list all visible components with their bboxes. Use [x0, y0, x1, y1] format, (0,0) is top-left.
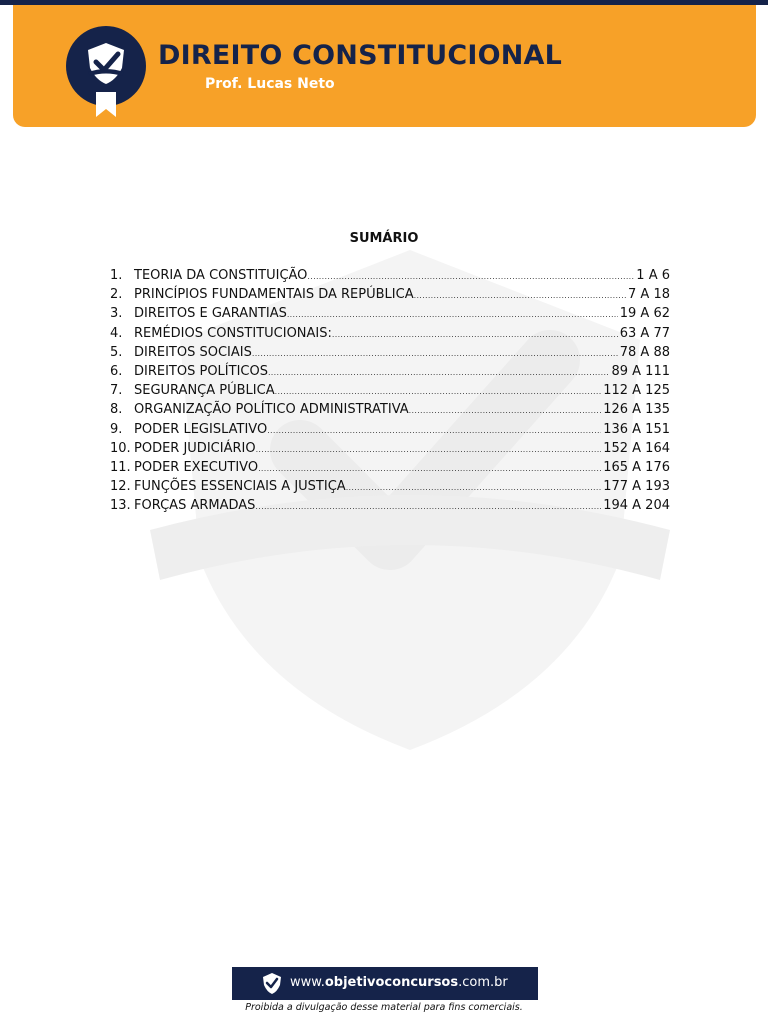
footer-disclaimer: Proibida a divulgação desse material para fins comerciais.: [245, 1002, 523, 1013]
toc-item: [110, 498, 670, 517]
toc-leader-dots: [409, 406, 602, 415]
toc-item-number: 7.: [110, 383, 123, 399]
toc-item-number: 12.: [110, 479, 131, 495]
toc-item: [110, 479, 670, 498]
toc-item-number: 4.: [110, 325, 123, 341]
toc-leader-dots: [252, 349, 618, 358]
toc-item-pages: 89 A 111: [611, 363, 670, 379]
toc-item-number: 6.: [110, 363, 123, 379]
footer-website-link[interactable]: www.objetivoconcursos.com.br: [290, 975, 508, 990]
toc-item: [110, 364, 670, 383]
toc-item-number: 13.: [110, 498, 131, 514]
toc-leader-dots: [346, 483, 602, 492]
shield-check-icon: [260, 973, 284, 995]
toc-item: [110, 383, 670, 402]
toc-item-number: 3.: [110, 306, 123, 322]
toc-item-title: PODER JUDICIÁRIO: [134, 440, 256, 456]
toc-item-title: PODER EXECUTIVO: [134, 459, 259, 475]
toc-item: [110, 402, 670, 421]
toc-item-pages: 136 A 151: [603, 421, 670, 437]
toc-item-title: PRINCÍPIOS FUNDAMENTAIS DA REPÚBLICA: [134, 287, 414, 303]
toc-item-number: 5.: [110, 344, 123, 360]
toc-item-title: REMÉDIOS CONSTITUCIONAIS:: [134, 325, 332, 341]
toc-leader-dots: [258, 464, 601, 473]
toc-item-number: 10.: [110, 440, 131, 456]
toc-item-number: 11.: [110, 459, 131, 475]
toc-item: [110, 268, 670, 287]
toc-item: [110, 422, 670, 441]
table-of-contents: [110, 268, 670, 517]
toc-leader-dots: [275, 387, 602, 396]
toc-item-title: TEORIA DA CONSTITUIÇÃO: [134, 268, 308, 283]
toc-leader-dots: [287, 310, 618, 319]
toc-item-pages: 78 A 88: [619, 344, 670, 360]
toc-leader-dots: [255, 502, 601, 511]
toc-item-title: FUNÇÕES ESSENCIAIS A JUSTIÇA: [134, 479, 346, 495]
toc-leader-dots: [267, 426, 601, 435]
toc-item-pages: 152 A 164: [603, 440, 670, 456]
toc-item-title: DIREITOS E GARANTIAS: [134, 306, 287, 322]
toc-item-title: DIREITOS SOCIAIS: [134, 344, 252, 360]
toc-item-pages: 194 A 204: [603, 498, 670, 514]
toc-item: [110, 306, 670, 325]
footer-bar: [232, 967, 538, 1000]
toc-item-pages: 165 A 176: [603, 459, 670, 475]
toc-item-pages: 126 A 135: [603, 402, 670, 418]
toc-leader-dots: [332, 330, 618, 339]
toc-item-title: FORÇAS ARMADAS: [134, 498, 256, 514]
toc-item-title: DIREITOS POLÍTICOS: [134, 363, 268, 379]
toc-item-pages: 1 A 6: [636, 268, 670, 283]
toc-leader-dots: [268, 368, 610, 377]
toc-item-pages: 63 A 77: [619, 325, 670, 341]
summary-heading: SUMÁRIO: [349, 231, 419, 246]
toc-item-title: ORGANIZAÇÃO POLÍTICO ADMINISTRATIVA: [134, 402, 409, 418]
author-name: Prof. Lucas Neto: [205, 76, 335, 92]
toc-item-pages: 112 A 125: [603, 383, 670, 399]
toc-item-title: SEGURANÇA PÚBLICA: [134, 383, 275, 399]
document-title: DIREITO CONSTITUCIONAL: [158, 40, 563, 71]
toc-leader-dots: [307, 272, 634, 281]
toc-item: [110, 326, 670, 345]
toc-item: [110, 345, 670, 364]
toc-item: [110, 460, 670, 479]
toc-item-number: 9.: [110, 421, 123, 437]
toc-item-pages: 19 A 62: [619, 306, 670, 322]
toc-leader-dots: [414, 291, 626, 300]
toc-leader-dots: [256, 445, 602, 454]
toc-item-title: PODER LEGISLATIVO: [134, 421, 268, 437]
toc-item-number: 8.: [110, 402, 123, 418]
toc-item: [110, 441, 670, 460]
toc-item-number: 1.: [110, 268, 123, 283]
bookmark-icon: [95, 92, 117, 118]
toc-item-number: 2.: [110, 287, 123, 303]
toc-item: [110, 287, 670, 306]
toc-item-pages: 7 A 18: [628, 287, 670, 303]
toc-item-pages: 177 A 193: [603, 479, 670, 495]
